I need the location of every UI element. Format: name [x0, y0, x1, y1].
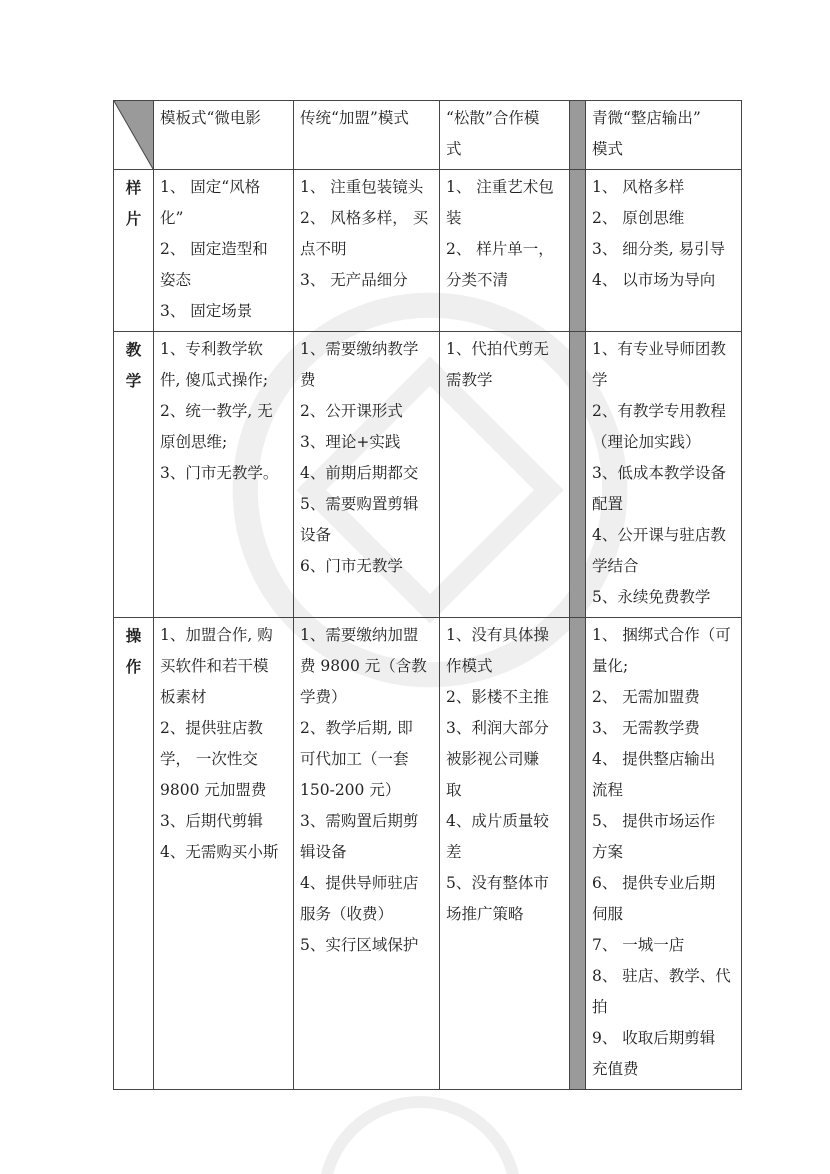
header-cell-template-mode: 模板式“微电影 — [154, 101, 294, 170]
row-label-teaching: 教 学 — [114, 332, 154, 618]
header-cell-franchise-mode: 传统“加盟”模式 — [294, 101, 440, 170]
gray-stripe — [570, 170, 586, 332]
comparison-table — [113, 100, 742, 1090]
cell-operation-franchise: 1、需要缴纳加盟 费 9800 元（含教 学费） 2、教学后期, 即 可代加工（一套 150-200 元） 3、需购置后期剪 辑设备 4、提供导师驻店 服务（收费） 5、实行区域保护 — [294, 618, 440, 1090]
cell-sample-template: 1、 固定“风格 化” 2、 固定造型和 姿态 3、 固定场景 — [154, 170, 294, 332]
gray-stripe — [570, 101, 586, 170]
table-row-sample — [114, 170, 742, 332]
header-cell-loose-mode: “松散”合作模 式 — [440, 101, 570, 170]
header-cell-qingwei-mode: 青微“整店输出” 模式 — [586, 101, 742, 170]
diagonal-slash-icon — [114, 101, 153, 169]
cell-teaching-qingwei: 1、有专业导师团教 学 2、有教学专用教程 （理论加实践） 3、低成本教学设备 配置 4、公开课与驻店教 学结合 5、永续免费教学 — [586, 332, 742, 618]
cell-operation-qingwei: 1、 捆绑式合作（可 量化; 2、 无需加盟费 3、 无需教学费 4、 提供整店输出 流程 5、 提供市场运作 方案 6、 提供专业后期 伺服 7、 一城一店 8、 驻店、教学、代 拍 9、 收取后期剪辑 充值费 — [586, 618, 742, 1090]
row-label-operation: 操 作 — [114, 618, 154, 1090]
gray-stripe — [570, 618, 586, 1090]
cell-operation-loose: 1、没有具体操 作模式 2、影楼不主推 3、利润大部分 被影视公司赚 取 4、成片质量较 差 5、没有整体市 场推广策略 — [440, 618, 570, 1090]
cell-sample-loose: 1、 注重艺术包 装 2、 样片单一， 分类不清 — [440, 170, 570, 332]
table-row-operation — [114, 618, 742, 1090]
cell-sample-franchise: 1、 注重包装镜头 2、 风格多样， 买 点不明 3、 无产品细分 — [294, 170, 440, 332]
cell-teaching-loose: 1、代拍代剪无 需教学 — [440, 332, 570, 618]
cell-teaching-template: 1、专利教学软 件, 傻瓜式操作; 2、统一教学, 无 原创思维; 3、门市无教学。 — [154, 332, 294, 618]
table-row-teaching — [114, 332, 742, 618]
cell-teaching-franchise: 1、需要缴纳教学 费 2、公开课形式 3、理论+实践 4、前期后期都交 5、需要购置剪辑 设备 6、门市无教学 — [294, 332, 440, 618]
row-label-sample: 样 片 — [114, 170, 154, 332]
watermark-stamp-icon-bottom — [300, 1090, 540, 1174]
corner-cell — [114, 101, 154, 170]
gray-stripe — [570, 332, 586, 618]
cell-operation-template: 1、加盟合作, 购 买软件和若干模 板素材 2、提供驻店教 学， 一次性交 9800 元加盟费 3、后期代剪辑 4、无需购买小斯 — [154, 618, 294, 1090]
cell-sample-qingwei: 1、 风格多样 2、 原创思维 3、 细分类, 易引导 4、 以市场为导向 — [586, 170, 742, 332]
header-row — [114, 101, 742, 170]
